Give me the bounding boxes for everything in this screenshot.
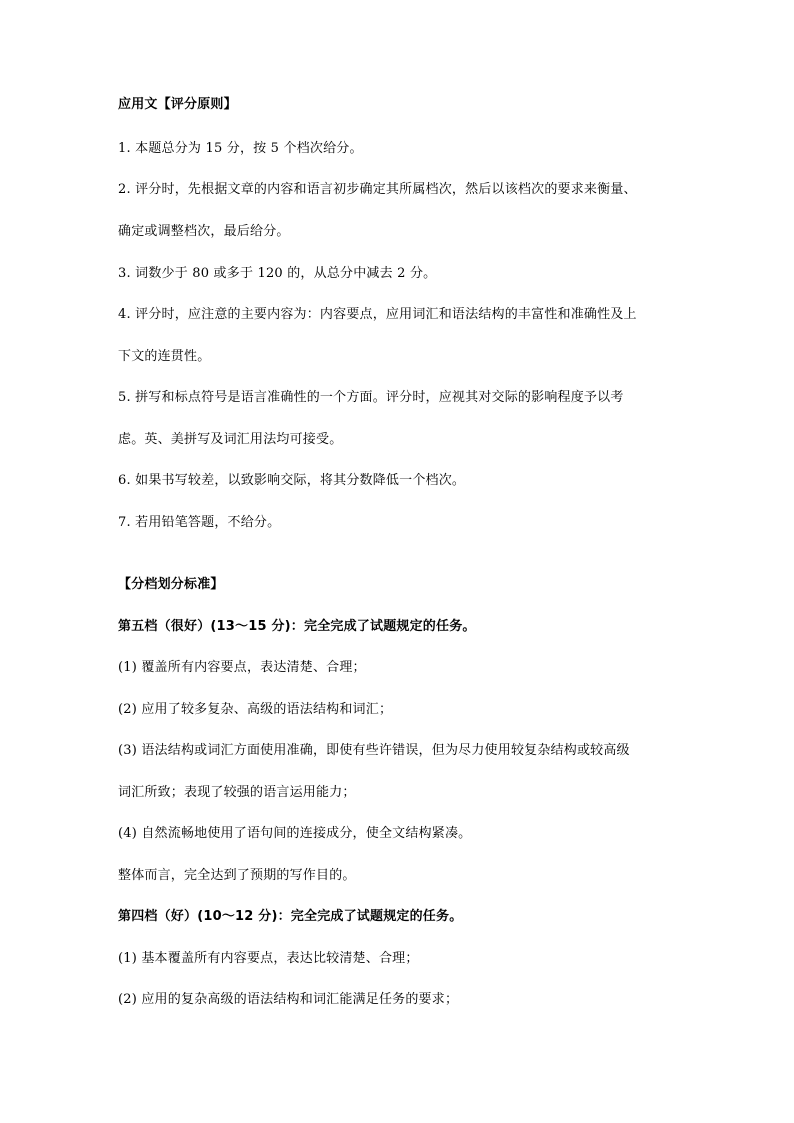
principle-line: 4. 评分时，应注意的主要内容为：内容要点，应用词汇和语法结构的丰富性和准确性及上 (118, 307, 637, 322)
principle-line: 5. 拼写和标点符号是语言准确性的一个方面。评分时，应视其对交际的影响程度予以考 (118, 390, 624, 405)
principle-line: 7. 若用铅笔答题，不给分。 (118, 515, 281, 530)
principle-line: 3. 词数少于 80 或多于 120 的，从总分中减去 2 分。 (118, 266, 437, 281)
grade-five-line: (1) 覆盖所有内容要点，表达清楚、合理； (118, 660, 366, 675)
section-heading-principles: 应用文【评分原则】 (118, 97, 237, 112)
grade-five-line: (3) 语法结构或词汇方面使用准确，即使有些许错误，但为尽力使用较复杂结构或较高级 (118, 743, 630, 758)
grade-four-line: (1) 基本覆盖所有内容要点，表达比较清楚、合理； (118, 951, 419, 966)
principle-line: 2. 评分时，先根据文章的内容和语言初步确定其所属档次，然后以该档次的要求来衡量、 (118, 182, 637, 197)
principle-line: 虑。英、美拼写及词汇用法均可接受。 (118, 432, 343, 447)
grade-five-line: 词汇所致；表现了较强的语言运用能力； (118, 785, 356, 800)
grade-four-title: 第四档（好）(10～12 分)：完全完成了试题规定的任务。 (118, 909, 463, 924)
grade-five-line: 整体而言，完全达到了预期的写作目的。 (118, 868, 356, 883)
principle-line: 下文的连贯性。 (118, 349, 211, 364)
grade-five-line: (2) 应用了较多复杂、高级的语法结构和词汇； (118, 702, 393, 717)
principle-line: 确定或调整档次，最后给分。 (118, 224, 290, 239)
section-heading-grading-standards: 【分档划分标准】 (118, 577, 224, 592)
principle-line: 6. 如果书写较差，以致影响交际，将其分数降低一个档次。 (118, 473, 466, 488)
grade-five-title: 第五档（很好）(13～15 分)：完全完成了试题规定的任务。 (118, 619, 476, 634)
principle-line: 1. 本题总分为 15 分，按 5 个档次给分。 (118, 141, 363, 156)
grade-five-line: (4) 自然流畅地使用了语句间的连接成分，使全文结构紧凑。 (118, 826, 472, 841)
grade-four-line: (2) 应用的复杂高级的语法结构和词汇能满足任务的要求； (118, 992, 459, 1007)
